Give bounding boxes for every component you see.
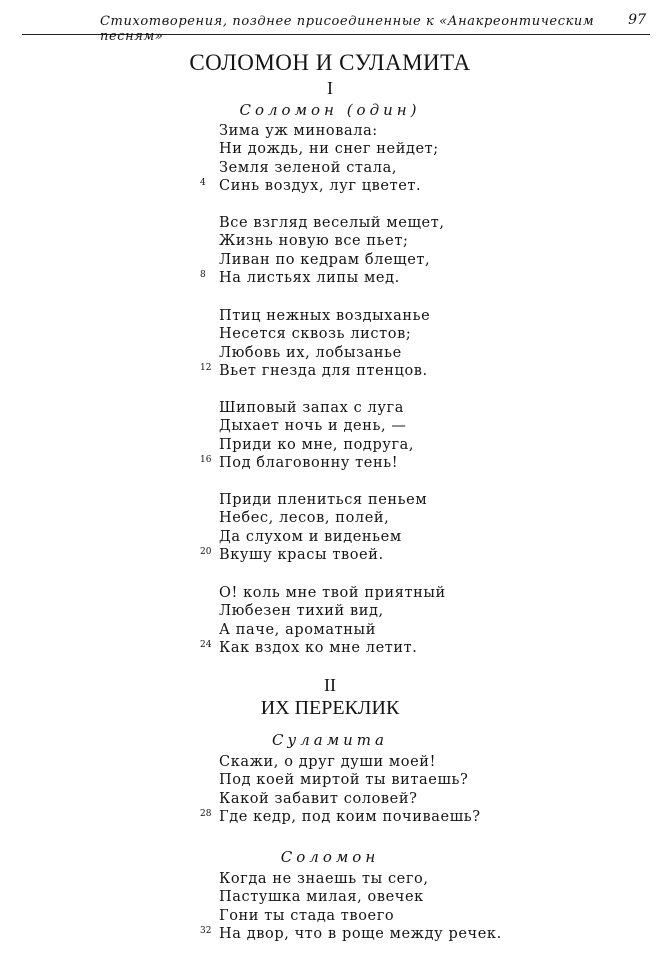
- verse-line: Земля зеленой стала,: [219, 159, 398, 176]
- verse-line: Да слухом и виденьем: [219, 528, 402, 545]
- verse-line: Приди плениться пеньем: [219, 492, 428, 508]
- stanza: [200, 584, 446, 658]
- speaker-solomon: Соломон: [280, 848, 380, 866]
- verse-line: Скажи, о друг души моей!: [219, 754, 437, 770]
- verse-line: [200, 808, 481, 826]
- verse-line: [200, 177, 439, 195]
- verse-line-text: Где кедр, под коим почиваешь?: [219, 809, 481, 826]
- stanza: [200, 491, 428, 565]
- stanza: [200, 753, 481, 827]
- verse-line: Зима уж миновала:: [219, 123, 378, 139]
- verse-line-text: Вьет гнезда для птенцов.: [219, 363, 428, 380]
- verse-line: Пастушка милая, овечек: [219, 889, 424, 906]
- verse-line-text: На двор, что в роще между речек.: [219, 926, 502, 943]
- verse-line: Несется сквозь листов;: [219, 326, 412, 343]
- verse-line: [200, 546, 427, 564]
- verse-line: А паче, ароматный: [219, 621, 376, 638]
- part-numeral-2: II: [324, 675, 336, 695]
- verse-line: [200, 639, 446, 657]
- verse-line: Приди ко мне, подруга,: [219, 436, 415, 453]
- verse-line: О! коль мне твой приятный: [219, 585, 446, 601]
- speaker-sulamita: Суламита: [272, 731, 388, 749]
- line-number: 16: [200, 455, 212, 466]
- stanza: [200, 399, 415, 473]
- verse-line: [200, 454, 414, 472]
- line-number: 20: [200, 547, 212, 558]
- verse-line: Любезен тихий вид,: [219, 603, 384, 620]
- verse-line: Дыхает ночь и день, —: [219, 418, 407, 435]
- line-number: 32: [200, 926, 212, 937]
- stanza: [200, 307, 431, 381]
- verse-line-text: Синь воздух, луг цветет.: [219, 178, 422, 195]
- verse-line-text: На листьях липы мед.: [219, 270, 400, 287]
- stanza: [200, 122, 439, 196]
- part-numeral-1: I: [327, 78, 333, 98]
- verse-line: Когда не знаешь ты сего,: [219, 871, 429, 887]
- line-number: 8: [200, 270, 206, 281]
- verse-line: [200, 269, 445, 287]
- verse-line: Под коей миртой ты витаешь?: [219, 772, 469, 789]
- speaker-solomon-alone: Соломон (один): [239, 101, 421, 119]
- line-number: 12: [200, 363, 212, 374]
- part-title: ИХ ПЕРЕКЛИК: [260, 697, 400, 719]
- verse-line: Все взгляд веселый мещет,: [219, 215, 445, 231]
- running-title: Стихотворения, позднее присоединенные к «Анакреонтическим песням»: [100, 14, 595, 44]
- verse-line-text: Под благовонну тень!: [219, 455, 399, 472]
- verse-line: Гони ты стада твоего: [219, 907, 395, 924]
- stanza: [200, 870, 502, 944]
- page-number: 97: [628, 12, 646, 28]
- stanza: [200, 214, 445, 288]
- verse-line: [200, 925, 502, 943]
- verse-line: Жизнь новую все пьет;: [219, 233, 409, 250]
- verse-line: [200, 362, 430, 380]
- running-header: [22, 8, 650, 44]
- verse-line: Шиповый запах с луга: [219, 400, 404, 416]
- line-number: 28: [200, 809, 212, 820]
- verse-line: Ни дождь, ни снег нейдет;: [219, 141, 439, 158]
- verse-line: Небес, лесов, полей,: [219, 510, 390, 527]
- verse-line: Птиц нежных воздыханье: [219, 308, 431, 324]
- line-number: 24: [200, 640, 212, 651]
- verse-line: Какой забавит соловей?: [219, 790, 418, 807]
- verse-line: Любовь их, лобызанье: [219, 344, 402, 361]
- verse-line: Ливан по кедрам блещет,: [219, 251, 431, 268]
- line-number: 4: [200, 178, 206, 189]
- verse-line-text: Как вздох ко мне летит.: [219, 640, 418, 657]
- poem-title: СОЛОМОН И СУЛАМИТА: [189, 50, 471, 75]
- verse-line-text: Вкушу красы твоей.: [219, 547, 384, 564]
